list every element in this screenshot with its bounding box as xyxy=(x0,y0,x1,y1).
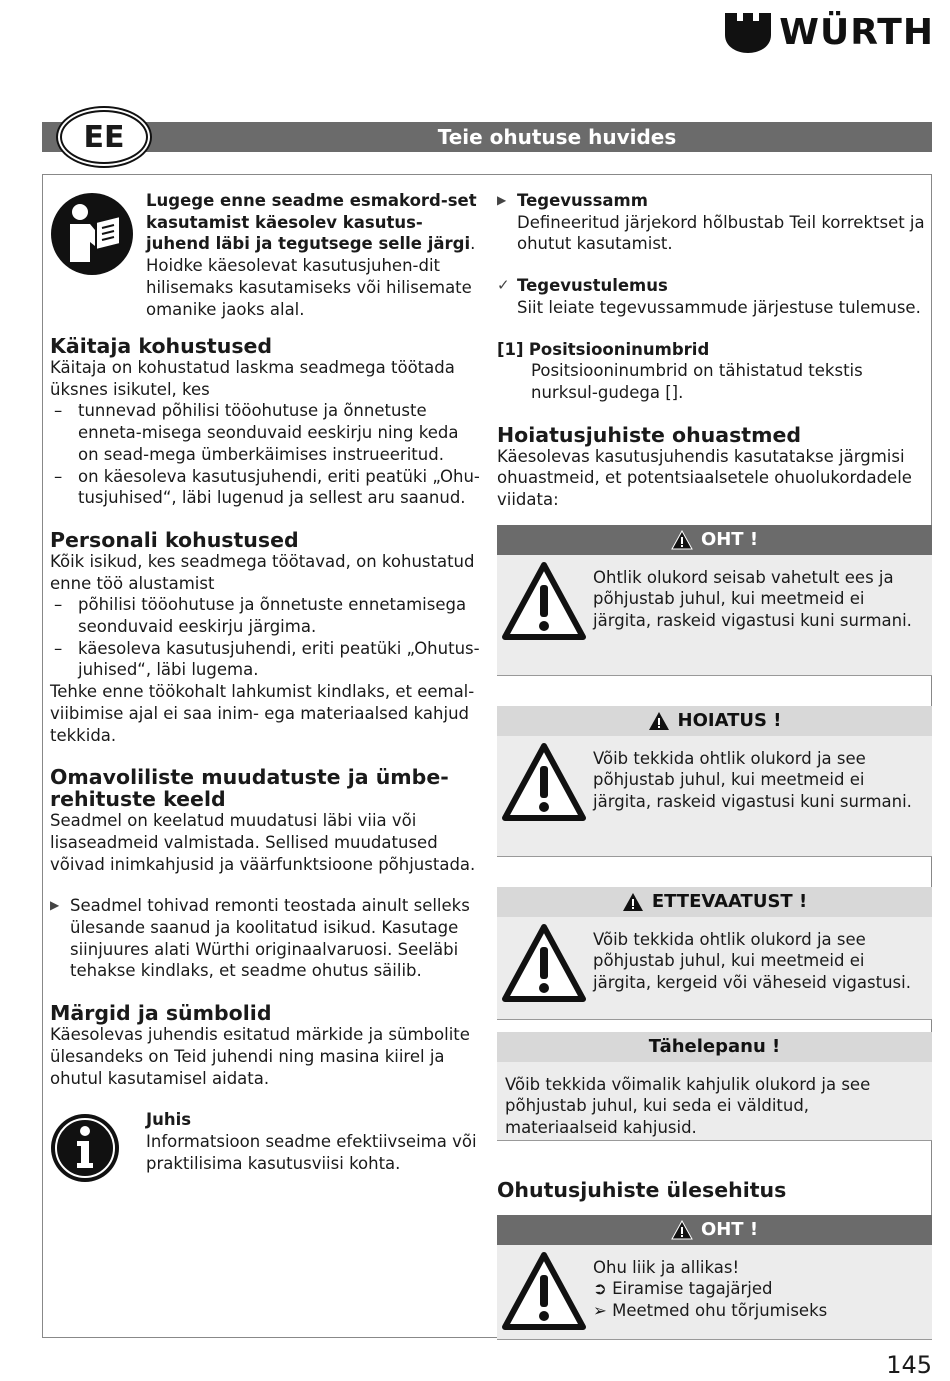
warning-small-icon xyxy=(622,892,644,912)
step-text: Defineeritud järjekord hõlbustab Teil korrektset ja ohutut kasutamist. xyxy=(517,212,925,254)
operator-item: – tunnevad põhilisi tööohutuse ja õnnetuste enneta-misega seonduvaid eeskirju ning keda on sead-mega ümberkäimises instrueeritud. xyxy=(54,401,459,464)
hazard-text: Ohtlik olukord seisab vahetult ees ja põhjustab juhul, kui meetmeid ei järgita, raskeid vigastusi kuni surmani. xyxy=(593,567,912,631)
position-item: [1] Positsiooninumbrid xyxy=(497,339,710,359)
consequence-arrow-icon: ➲ xyxy=(593,1279,607,1299)
measure-arrow-icon: ➢ xyxy=(593,1301,607,1321)
structure-line-2: ➲ Eiramise tagajärjed xyxy=(593,1279,773,1299)
hazard-head: ETTEVAATUST ! xyxy=(651,890,808,912)
structure-line-1: Ohu liik ja allikas! xyxy=(593,1257,740,1277)
intro-bold: Lugege enne seadme esmakord-set kasutamist käesolev kasutus-juhend läbi ja tegutsege selle järgi xyxy=(146,191,477,254)
page-number: 145 xyxy=(886,1351,932,1379)
signs-text: Käesolevas juhendis esitatud märkide ja sümbolite ülesandeks on Teid juhendi ning masina kiirel ja ohutul kasutamisel aidata. xyxy=(50,1025,470,1088)
position-text: Positsiooninumbrid on tähistatud tekstis nurksul-gudega []. xyxy=(531,361,863,402)
left-column xyxy=(50,190,480,1199)
hazard-head: OHT ! xyxy=(700,528,759,550)
checkmark-icon: ✓ xyxy=(497,276,510,295)
hazard-head: HOIATUS ! xyxy=(677,709,782,731)
hazard-text: Võib tekkida võimalik kahjulik olukord ja see põhjustab juhul, kui seda ei välditud, materiaalseid kahjusid. xyxy=(505,1074,871,1138)
hazard-box-structure xyxy=(497,1215,932,1340)
modification-text: Seadmel on keelatud muudatusi läbi viia või lisaseadmeid valmistada. Sellised muudatused võivad inimkahjusid ja väärfunktsioone põhjustada. xyxy=(50,811,476,874)
warning-small-icon xyxy=(671,1220,693,1240)
heading-signs-symbols: Märgid ja sümbolid xyxy=(50,1001,272,1026)
hazard-head: OHT ! xyxy=(700,1218,759,1240)
personnel-item: – käesoleva kasutusjuhendi, eriti peatüki „Ohutus-juhised“, läbi lugema. xyxy=(54,638,480,680)
hazard-text: Võib tekkida ohtlik olukord ja see põhjustab juhul, kui meetmeid ei järgita, raskeid vigastusi kuni surmani. xyxy=(593,748,912,812)
intro-rest: . Hoidke käesolevat kasutusjuhen-dit hilisemaks kasutamiseks või hilisemate omanike jaoks alal. xyxy=(146,234,476,319)
warning-triangle-icon xyxy=(501,923,587,1003)
modification-bullet: ▶ Seadmel tohivad remonti teostada ainult selleks ülesande saanud ja koolitatud isikud. Kasutage siinjuures alati Würthi originaalvaruosi. Seeläbi tehakse kindlaks, et seadme ohutus säilib. xyxy=(50,896,470,981)
personnel-text: Kõik isikud, kes seadmega töötavad, on kohustatud enne töö alustamist xyxy=(50,551,475,593)
hazard-head: Tähelepanu ! xyxy=(648,1035,781,1057)
warning-triangle-icon xyxy=(501,1251,587,1331)
notice-box xyxy=(497,1032,932,1141)
heading-modification-ban: Omavoliliste muudatuste ja ümbe-rehituste keeld xyxy=(50,765,449,812)
hazard-box-caution xyxy=(497,887,932,1020)
wurth-emblem-icon xyxy=(725,13,771,53)
hazard-levels-text: Käesolevas kasutusjuhendis kasutatakse järgmisi ohuastmeid, et potentsiaalsetele ohuolukordadele viidata: xyxy=(497,446,912,510)
arrow-right-icon: ▶ xyxy=(497,193,507,207)
heading-structure: Ohutusjuhiste ülesehitus xyxy=(497,1177,787,1202)
info-icon xyxy=(50,1113,120,1183)
brand-name: WÜRTH xyxy=(779,12,934,53)
section-header-bar xyxy=(42,122,932,152)
structure-line-3: ➢ Meetmed ohu tõrjumiseks xyxy=(593,1301,828,1321)
info-note xyxy=(50,1109,480,1199)
note-title: Juhis xyxy=(146,1110,192,1130)
warning-small-icon xyxy=(671,530,693,550)
right-column xyxy=(497,190,932,1340)
warning-small-icon xyxy=(648,711,670,731)
step-item: ▶ Tegevussamm xyxy=(497,191,648,210)
intro-text xyxy=(146,190,480,320)
hazard-box-danger xyxy=(497,525,932,676)
section-title: Teie ohutuse huvides xyxy=(437,125,677,149)
language-badge: EE xyxy=(60,110,148,164)
arrow-right-icon: ▶ xyxy=(50,898,60,913)
read-manual-block xyxy=(50,190,480,335)
hazard-text: Võib tekkida ohtlik olukord ja see põhjustab juhul, kui meetmeid ei järgita, kergeid või väheseid vigastusi. xyxy=(593,929,911,993)
operator-item: – on käesoleva kasutusjuhendi, eriti peatüki „Ohu-tusjuhised“, läbi lugenud ja sellest aru saanud. xyxy=(54,466,480,508)
warning-triangle-icon xyxy=(501,742,587,822)
personnel-item: – põhilisi tööohutuse ja õnnetuste ennetamisega seonduvaid eeskirju järgima. xyxy=(54,595,467,637)
operator-text: Käitaja on kohustatud laskma seadmega töötada üksnes isikutel, kes xyxy=(50,358,455,399)
hazard-box-warning xyxy=(497,706,932,857)
heading-personnel-duties: Personali kohustused xyxy=(50,527,299,552)
heading-operator-duties: Käitaja kohustused xyxy=(50,334,273,358)
note-text: Informatsioon seadme efektiivseima või praktilisima kasutusviisi kohta. xyxy=(146,1131,477,1173)
result-text: Siit leiate tegevussammude järjestuse tulemuse. xyxy=(517,297,921,317)
personnel-after: Tehke enne töökohalt lahkumist kindlaks, et eemal-viibimise ajal ei saa inim- ega materiaalsed kahjud tekkida. xyxy=(50,682,475,745)
warning-triangle-icon xyxy=(501,561,587,641)
read-manual-icon xyxy=(50,192,134,276)
result-item: ✓ Tegevustulemus xyxy=(497,276,668,296)
wurth-logo xyxy=(725,12,934,53)
heading-hazard-levels: Hoiatusjuhiste ohuastmed xyxy=(497,422,802,447)
